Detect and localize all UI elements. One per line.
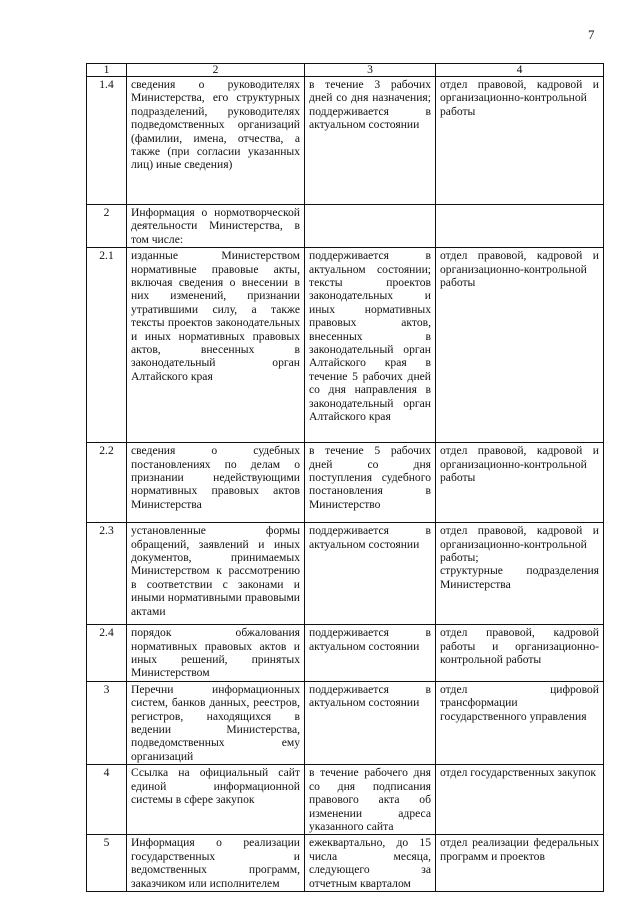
info-cell: Ссылка на официальный сайт единой информационной системы в сфере закупок [127,765,305,835]
info-cell: Перечни информационных систем, банков данных, реестров, регистров, находящихся в ведении Министерства, подведомственных ему организаций [127,681,305,764]
column-header-4: 4 [436,64,604,77]
responsible-cell: отдел реализации федеральных программ и проектов [436,835,604,892]
term-cell: поддерживается в актуальном состоянии [305,523,436,625]
table-row [87,765,604,835]
table-row [87,835,604,892]
term-cell: в течение рабочего дня со дня подписания правового акта об изменении адреса указанного сайта [305,765,436,835]
table-row [87,523,604,625]
row-number: 1.4 [87,77,127,205]
row-number: 2.1 [87,248,127,443]
term-cell: поддерживается в актуальном состоянии [305,681,436,764]
responsible-cell: отдел правовой, кадровой и организационно-контрольной работы [436,443,604,523]
column-header-2: 2 [127,64,305,77]
column-header-3: 3 [305,64,436,77]
info-cell: изданные Министерством нормативные правовые акты, включая сведения о внесении в них изменений, признании утратившими силу, а также тексты проектов законодательных и иных нормативных правовых актов, внесенных в законодательный орган Алтайского края [127,248,305,443]
responsible-cell: отдел правовой, кадровой и организационно-контрольной работы; структурные подразделения Министерства [436,523,604,625]
info-cell: Информация о реализации государственных и ведомственных программ, заказчиком или исполнителем [127,835,305,892]
info-cell: установленные формы обращений, заявлений и иных документов, принимаемых Министерством к рассмотрению в соответствии с законами и иными нормативными правовыми актами [127,523,305,625]
column-header-1: 1 [87,64,127,77]
info-cell: сведения о судебных постановлениях по делам о признании недействующими нормативных правовых актов Министерства [127,443,305,523]
responsible-cell: отдел правовой, кадровой и организационно-контрольной работы [436,248,604,443]
term-cell [305,205,436,248]
row-number: 2.4 [87,625,127,682]
responsible-cell: отдел правовой, кадровой и организационно-контрольной работы [436,77,604,205]
information-table [86,63,604,892]
row-number: 4 [87,765,127,835]
term-cell: в течение 3 рабочих дней со дня назначения; поддерживается в актуальном состоянии [305,77,436,205]
table-row [87,681,604,764]
term-cell: в течение 5 рабочих дней со дня поступления судебного постановления в Министерство [305,443,436,523]
info-cell: Информация о нормотворческой деятельности Министерства, в том числе: [127,205,305,248]
row-number: 2.2 [87,443,127,523]
table-row [87,625,604,682]
table-row [87,77,604,205]
info-cell: порядок обжалования нормативных правовых актов и иных решений, принятых Министерством [127,625,305,682]
table-row [87,205,604,248]
page-number: 7 [588,27,595,42]
responsible-cell: отдел государственных закупок [436,765,604,835]
table-row [87,248,604,443]
row-number: 5 [87,835,127,892]
table-header-row [87,64,604,77]
responsible-cell: отдел цифровой трансформации государственного управления [436,681,604,764]
term-cell: ежеквартально, до 15 числа месяца, следующего за отчетным кварталом [305,835,436,892]
term-cell: поддерживается в актуальном состоянии; тексты проектов законодательных и иных нормативных правовых актов, внесенных в законодательный орган Алтайского края в течение 5 рабочих дней со дня направления в законодательный орган Алтайского края [305,248,436,443]
responsible-cell: отдел правовой, кадровой работы и организационно-контрольной работы [436,625,604,682]
table-row [87,443,604,523]
info-cell: сведения о руководителях Министерства, его структурных подразделений, руководителях подведомственных организаций (фамилии, имена, отчества, а также (при согласии указанных лиц) иные сведения) [127,77,305,205]
responsible-cell [436,205,604,248]
term-cell: поддерживается в актуальном состоянии [305,625,436,682]
row-number: 3 [87,681,127,764]
row-number: 2.3 [87,523,127,625]
row-number: 2 [87,205,127,248]
